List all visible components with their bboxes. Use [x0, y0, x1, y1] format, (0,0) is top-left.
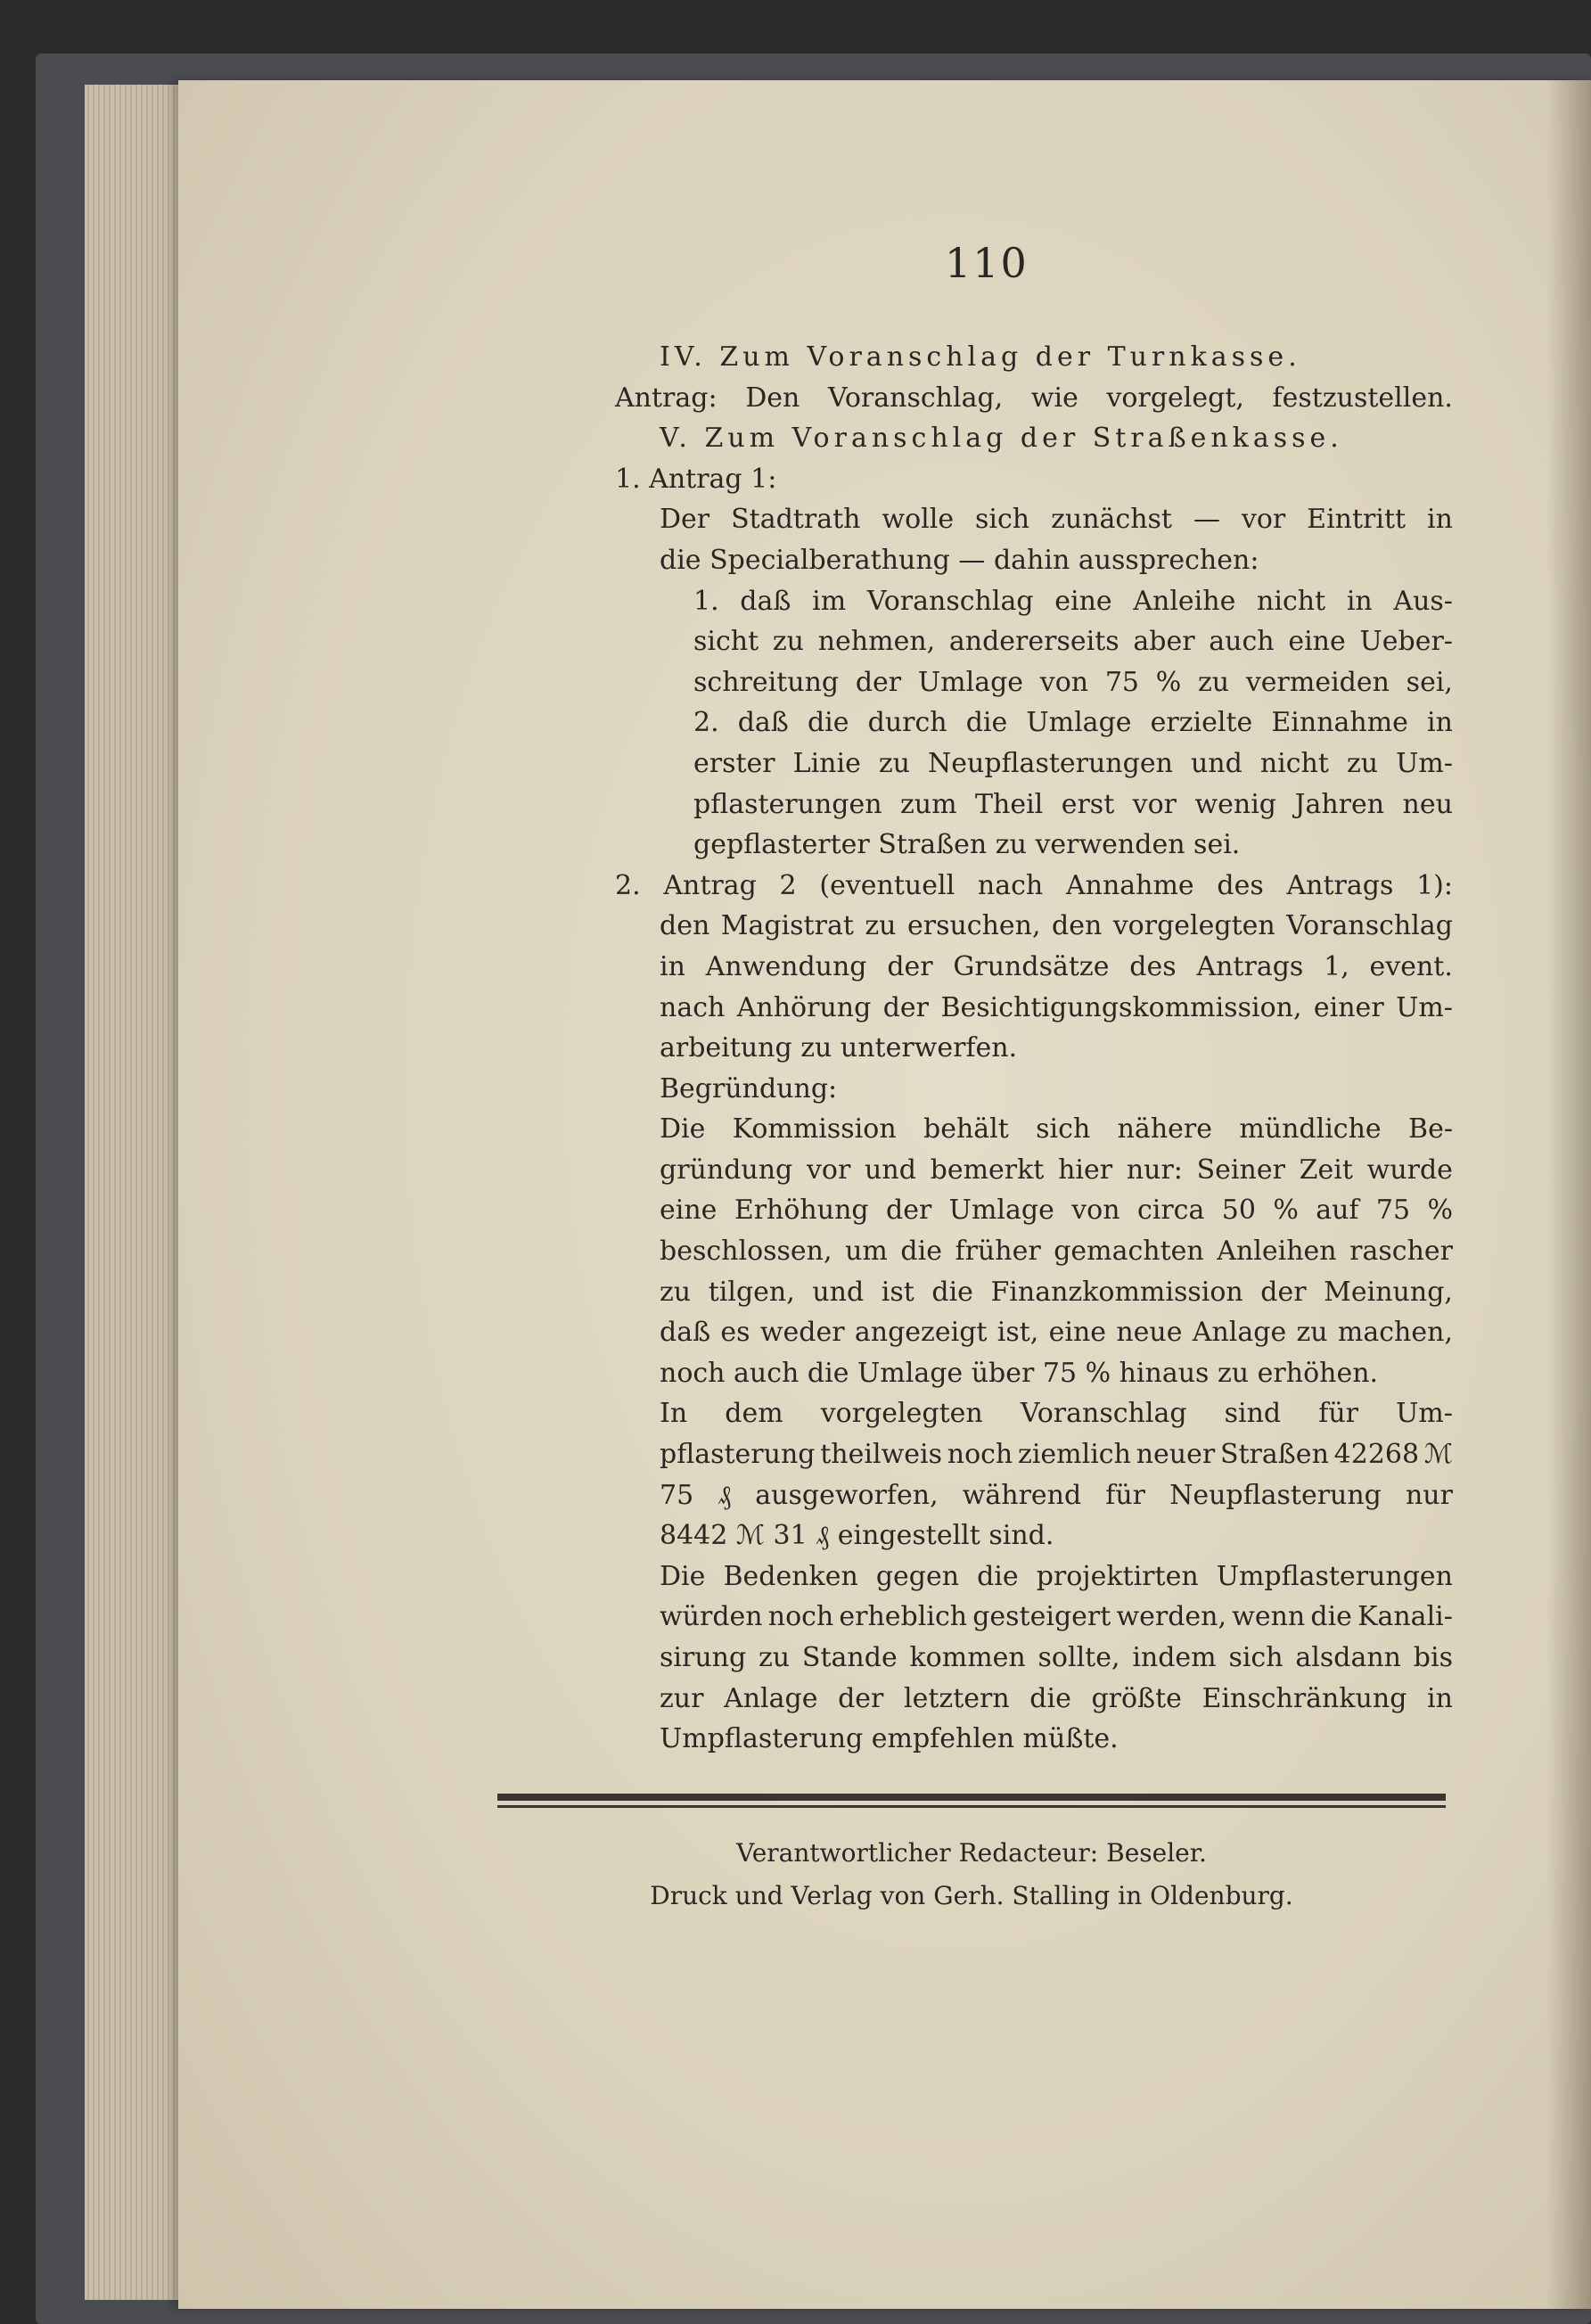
word: Straßen: [1219, 1439, 1329, 1471]
word: daß: [737, 707, 789, 739]
text-line: [615, 621, 1453, 662]
word: Bedenken: [723, 1560, 858, 1592]
word: die: [977, 1560, 1019, 1592]
word: ausgeworfen,: [755, 1479, 939, 1511]
footer-printer: Druck und Verlag von Gerh. Stalling in Oldenburg.: [650, 1881, 1293, 1910]
word: und: [865, 1154, 916, 1186]
text-line: [615, 1069, 1453, 1110]
word: gegen: [875, 1560, 960, 1592]
word: ₰: [718, 1479, 732, 1511]
word: %: [1427, 1195, 1453, 1227]
word: während: [962, 1479, 1082, 1511]
word: erzielte: [1150, 707, 1253, 739]
text-line: [615, 581, 1453, 622]
word: noch: [947, 1439, 1013, 1471]
word: Der: [660, 504, 710, 536]
word: Neupflasterung: [1169, 1479, 1382, 1511]
word: vor: [806, 1154, 851, 1186]
text-line-content: 1. Antrag 1:: [615, 463, 777, 495]
word: Antrags: [1196, 950, 1304, 982]
word: Aus-: [1393, 585, 1453, 617]
word: vermeiden: [1245, 666, 1390, 698]
word: pflasterungen: [693, 788, 882, 820]
word: weder: [759, 1317, 845, 1349]
word: sich: [1228, 1642, 1283, 1673]
word: nicht: [1259, 747, 1329, 779]
text-line-content: die Specialberathung — dahin aussprechen:: [660, 544, 1259, 576]
word: früher: [955, 1236, 1041, 1268]
word: im: [812, 585, 847, 617]
word: neu: [1402, 788, 1453, 820]
word: wenig: [1194, 788, 1277, 820]
word: projektirten: [1036, 1560, 1199, 1592]
word: indem: [1132, 1642, 1217, 1673]
word: andererseits: [948, 626, 1119, 658]
word: beschlossen,: [660, 1236, 832, 1268]
word: der: [885, 1195, 932, 1227]
word: in: [1427, 1682, 1453, 1714]
word: Eintritt: [1307, 504, 1406, 536]
word: mündliche: [1239, 1113, 1382, 1146]
text-line: [615, 1109, 1453, 1150]
word: bemerkt: [930, 1154, 1045, 1186]
word: einer: [1313, 991, 1384, 1023]
word: Meinung,: [1324, 1276, 1453, 1308]
word: Voranschlag: [1020, 1398, 1187, 1430]
text-line: [615, 418, 1453, 459]
text-line: [615, 378, 1453, 419]
word: 1.: [693, 585, 719, 617]
footer-rule-thin: [497, 1805, 1446, 1808]
word: von: [1039, 666, 1089, 698]
word: %: [1273, 1195, 1299, 1227]
word: für: [1318, 1398, 1358, 1430]
word: Erhöhung: [734, 1195, 869, 1227]
word: sich: [1036, 1113, 1091, 1146]
text-line: [615, 1434, 1453, 1475]
text-line: [615, 1312, 1453, 1353]
text-line: [615, 906, 1453, 947]
word: wurde: [1366, 1154, 1453, 1186]
word: 75: [660, 1479, 694, 1511]
text-line: [615, 1272, 1453, 1313]
word: wolle: [882, 504, 955, 536]
word: Anhörung: [736, 991, 872, 1023]
text-line-content: Begründung:: [660, 1072, 838, 1105]
word: Umpflasterungen: [1216, 1560, 1453, 1592]
text-line-content: 8442 ℳ 31 ₰ eingestellt sind.: [660, 1520, 1054, 1552]
word: wie: [1030, 382, 1078, 414]
word: event.: [1369, 950, 1453, 982]
word: sollte,: [1037, 1642, 1120, 1673]
word: 1,: [1324, 950, 1349, 982]
text-line-content: V. Zum Voranschlag der Straßenkasse.: [660, 423, 1343, 455]
word: circa: [1136, 1195, 1205, 1227]
word: auch: [1209, 626, 1275, 658]
word: daß: [740, 585, 791, 617]
word: neuer: [1136, 1439, 1216, 1471]
word: machen,: [1337, 1317, 1453, 1349]
word: den: [660, 910, 710, 942]
word: wenn: [1232, 1601, 1306, 1633]
word: (eventuell: [819, 869, 955, 901]
word: %: [1155, 666, 1182, 698]
text-line: [615, 1353, 1453, 1394]
word: des: [1129, 950, 1177, 982]
word: rascher: [1349, 1236, 1453, 1268]
word: erster: [693, 747, 775, 779]
word: es: [720, 1317, 750, 1349]
text-line-content: gepflasterter Straßen zu verwenden sei.: [693, 829, 1241, 861]
page-number: 110: [945, 239, 1029, 287]
word: durch: [867, 707, 947, 739]
text-line: [615, 499, 1453, 540]
word: und: [812, 1276, 865, 1308]
text-line: [615, 1150, 1453, 1191]
word: —: [1193, 504, 1220, 536]
word: um: [845, 1236, 888, 1268]
word: In: [660, 1398, 688, 1430]
word: auf: [1316, 1195, 1359, 1227]
word: Umlage: [917, 666, 1024, 698]
text-line: [615, 1475, 1453, 1516]
word: Finanzkommission: [990, 1276, 1243, 1308]
word: vorgelegten: [820, 1398, 983, 1430]
word: Die: [660, 1113, 706, 1146]
word: eine: [660, 1195, 718, 1227]
word: pflasterung: [660, 1439, 816, 1471]
word: Umlage: [948, 1195, 1054, 1227]
word: von: [1071, 1195, 1120, 1227]
word: Um-: [1396, 991, 1453, 1023]
word: in: [1427, 504, 1453, 536]
word: 75: [1104, 666, 1140, 698]
word: festzustellen.: [1272, 382, 1453, 414]
word: Einschränkung: [1201, 1682, 1407, 1714]
word: Antrag:: [615, 382, 718, 414]
footer-editor: Verantwortlicher Redacteur: Beseler.: [736, 1838, 1207, 1868]
word: zu: [660, 1276, 692, 1308]
word: zu: [1296, 1317, 1328, 1349]
word: letztern: [904, 1682, 1010, 1714]
word: sirung: [660, 1642, 747, 1673]
word: Voranschlag: [1286, 910, 1453, 942]
word: behält: [923, 1113, 1009, 1146]
word: ist,: [996, 1317, 1039, 1349]
word: dem: [725, 1398, 783, 1430]
word: ersuchen,: [906, 910, 1041, 942]
word: ist: [881, 1276, 914, 1308]
word: Stadtrath: [731, 504, 861, 536]
text-line: [615, 337, 1453, 378]
word: Stande: [801, 1642, 898, 1673]
word: der: [1260, 1276, 1307, 1308]
word: gründung: [660, 1154, 793, 1186]
word: der: [855, 666, 902, 698]
word: Voranschlag: [866, 585, 1034, 617]
word: sind: [1224, 1398, 1282, 1430]
word: Um-: [1396, 747, 1453, 779]
word: zu: [1346, 747, 1379, 779]
word: Be-: [1408, 1113, 1453, 1146]
word: theilweis: [820, 1439, 942, 1471]
word: in: [1346, 585, 1373, 617]
word: Anleihen: [1217, 1236, 1337, 1268]
word: kommen: [909, 1642, 1026, 1673]
word: tilgen,: [708, 1276, 795, 1308]
text-line: [615, 702, 1453, 743]
word: schreitung: [693, 666, 840, 698]
word: nach: [660, 991, 726, 1023]
word: Linie: [792, 747, 861, 779]
word: 2.: [615, 869, 641, 901]
page-gutter-shadow: [1546, 80, 1591, 2309]
word: 75: [1375, 1195, 1411, 1227]
text-line: [615, 1719, 1453, 1760]
word: Antrag: [663, 869, 757, 901]
word: bis: [1413, 1642, 1453, 1673]
word: gemachten: [1054, 1236, 1204, 1268]
word: Zeit: [1299, 1154, 1353, 1186]
word: zu: [772, 626, 805, 658]
word: hier: [1058, 1154, 1113, 1186]
word: Seiner: [1196, 1154, 1285, 1186]
text-line: [615, 1679, 1453, 1720]
word: nach: [977, 869, 1044, 901]
word: erheblich: [839, 1601, 968, 1633]
text-line: [615, 1190, 1453, 1231]
word: Neupflasterungen: [928, 747, 1173, 779]
word: die: [1310, 1601, 1352, 1633]
word: Die: [660, 1560, 706, 1592]
word: der: [887, 950, 933, 982]
word: und: [1190, 747, 1242, 779]
text-line: [615, 540, 1453, 581]
word: sicht: [693, 626, 759, 658]
word: angezeigt: [854, 1317, 988, 1349]
word: sich: [975, 504, 1030, 536]
word: würden: [660, 1601, 763, 1633]
word: Den: [745, 382, 800, 414]
word: Ueber-: [1359, 626, 1453, 658]
word: alsdann: [1295, 1642, 1401, 1673]
word: eine: [1054, 585, 1112, 617]
word: Kommission: [732, 1113, 897, 1146]
word: in: [660, 950, 685, 982]
word: noch: [767, 1601, 834, 1633]
word: für: [1105, 1479, 1146, 1511]
text-line: [615, 1556, 1453, 1597]
word: Einnahme: [1271, 707, 1408, 739]
word: Anlage: [1192, 1317, 1287, 1349]
text-line: [615, 825, 1453, 866]
word: Besichtigungskommission,: [940, 991, 1302, 1023]
word: Jahren: [1294, 788, 1385, 820]
word: Magistrat: [720, 910, 854, 942]
word: vor: [1132, 788, 1177, 820]
word: 2.: [693, 707, 719, 739]
word: gesteigert: [972, 1601, 1111, 1633]
word: zunächst: [1051, 504, 1172, 536]
text-line: [615, 743, 1453, 784]
word: 2: [779, 869, 797, 901]
word: der: [882, 991, 930, 1023]
word: die: [807, 707, 849, 739]
word: Kanali-: [1357, 1601, 1453, 1633]
word: zu: [878, 747, 910, 779]
text-line: [615, 459, 1453, 500]
word: nähere: [1117, 1113, 1212, 1146]
word: die: [965, 707, 1008, 739]
word: Annahme: [1065, 869, 1194, 901]
word: zu: [758, 1642, 791, 1673]
word: größte: [1091, 1682, 1182, 1714]
word: 50: [1221, 1195, 1256, 1227]
text-line: [615, 662, 1453, 703]
word: 42268: [1333, 1439, 1420, 1471]
text-line: [615, 784, 1453, 825]
word: Anleihe: [1133, 585, 1236, 617]
text-line: [615, 1638, 1453, 1679]
word: eine: [1048, 1317, 1107, 1349]
word: werden,: [1116, 1601, 1227, 1633]
word: aber: [1133, 626, 1195, 658]
word: daß: [660, 1317, 711, 1349]
word: Anwendung: [705, 950, 867, 982]
word: in: [1427, 707, 1453, 739]
word: sei,: [1406, 666, 1453, 698]
word: des: [1217, 869, 1264, 901]
word: nicht: [1257, 585, 1326, 617]
word: nur: [1405, 1479, 1453, 1511]
word: die: [1029, 1682, 1071, 1714]
word: Theil: [975, 788, 1044, 820]
word: der: [838, 1682, 884, 1714]
word: den: [1051, 910, 1103, 942]
text-line: [615, 988, 1453, 1029]
word: zu: [865, 910, 897, 942]
word: Um-: [1396, 1398, 1453, 1430]
word: 1):: [1416, 869, 1453, 901]
text-line-content: arbeitung zu unterwerfen.: [660, 1032, 1018, 1064]
word: vor: [1241, 504, 1286, 536]
text-line: [615, 866, 1453, 907]
word: nehmen,: [817, 626, 936, 658]
word: Umlage: [1026, 707, 1132, 739]
word: vorgelegten: [1112, 910, 1275, 942]
word: Grundsätze: [953, 950, 1110, 982]
word: zu: [1197, 666, 1230, 698]
word: neue: [1116, 1317, 1183, 1349]
text-line: [615, 1597, 1453, 1638]
word: die: [900, 1236, 942, 1268]
word: Voranschlag,: [827, 382, 1004, 414]
word: zur: [660, 1682, 704, 1714]
word: Antrags: [1286, 869, 1394, 901]
word: vorgelegt,: [1106, 382, 1244, 414]
text-line-content: Umpflasterung empfehlen müßte.: [660, 1723, 1119, 1755]
text-line: [615, 1028, 1453, 1069]
text-line-content: noch auch die Umlage über 75 % hinaus zu erhöhen.: [660, 1357, 1379, 1389]
text-line: [615, 947, 1453, 988]
word: die: [931, 1276, 973, 1308]
text-line: [615, 1393, 1453, 1434]
word: ziemlich: [1018, 1439, 1131, 1471]
body-text: [615, 337, 1453, 1760]
text-line-content: IV. Zum Voranschlag der Turnkasse.: [660, 341, 1301, 373]
footer-rule-thick: [497, 1794, 1446, 1801]
word: Anlage: [724, 1682, 818, 1714]
word: zum: [900, 788, 957, 820]
word: ℳ: [1423, 1439, 1453, 1471]
word: nur:: [1126, 1154, 1183, 1186]
word: erst: [1061, 788, 1115, 820]
text-line: [615, 1231, 1453, 1272]
word: eine: [1288, 626, 1346, 658]
text-line: [615, 1515, 1453, 1556]
